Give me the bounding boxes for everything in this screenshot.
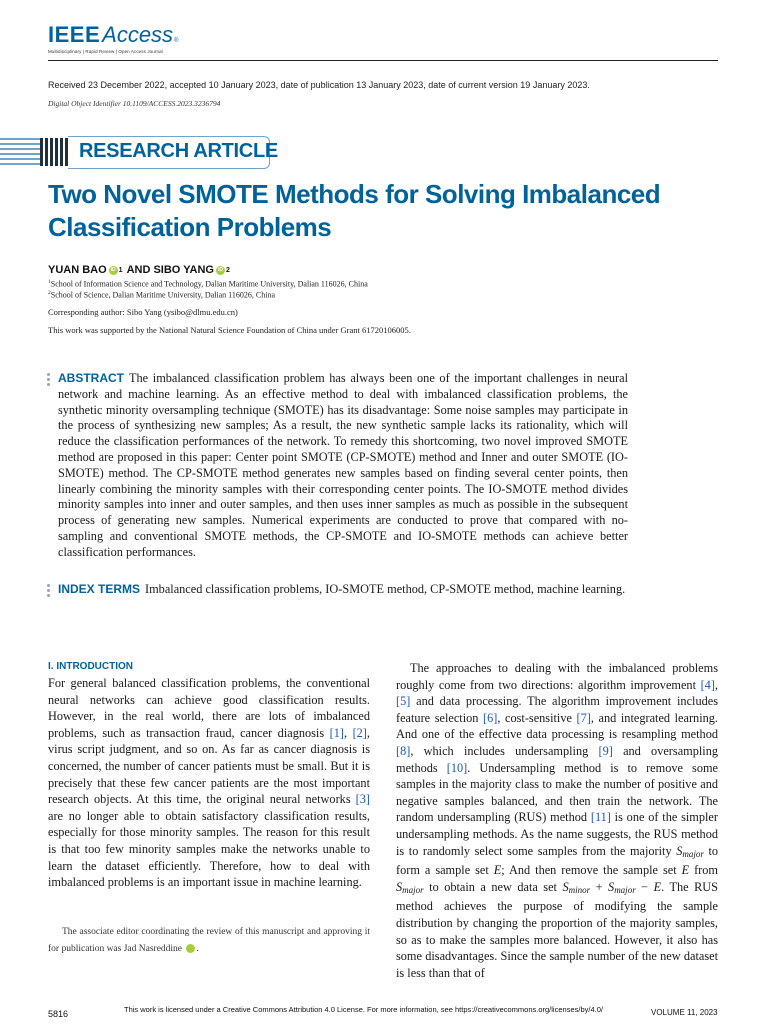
abstract-dots-icon (47, 373, 51, 388)
index-terms-dots-icon (47, 584, 51, 599)
author-1-affil-num: 1 (118, 266, 123, 274)
citation-link[interactable]: [10] (446, 760, 468, 775)
author-line (48, 264, 234, 276)
logo-tagline: Multidisciplinary | Rapid Review | Open Access Journal (48, 49, 163, 54)
orcid-icon[interactable]: iD (110, 266, 116, 273)
citation-link[interactable]: [7] (576, 710, 591, 725)
paper-title: Two Novel SMOTE Methods for Solving Imbalanced Classification Problems (48, 179, 661, 242)
header-rule (48, 60, 718, 61)
editor-footnote: The associate editor coordinating the review of this manuscript and approving it for publication was Jad Nasreddine iD. (48, 927, 370, 954)
citation-link[interactable]: [6] (483, 710, 498, 725)
citation-link[interactable]: [4] (700, 677, 715, 692)
citation-link[interactable]: [11] (590, 810, 611, 825)
orcid-icon[interactable]: iD (186, 944, 195, 953)
research-article-banner (0, 136, 278, 169)
index-terms-text: Imbalanced classification problems, IO-SMOTE method, CP-SMOTE method, machine learning. (145, 582, 626, 596)
abstract-text: The imbalanced classification problem has always been one of the important challenges in neural network and machine learning. As an effective method to deal with imbalanced classification problems, the synthetic minority oversampling technique (SMOTE) has its disadvantage: Some noise samples may participate in the process of synthesizing new samples; As a result, the new synthetic sample lacks its rationality, which will reduce the classification performances of the network. To remedy this shortcoming, two novel improved SMOTE method are proposed in this paper: Center point SMOTE (CP-SMOTE) method and Inner and outer SMOTE (IO-SMOTE) method. The CP-SMOTE method generates new samples based on finding several center points, then linearly combining the minority samples with their corresponding center points. The IO-SMOTE method divides minority samples into inner and outer samples, and then uses inner samples as much as possible in the subsequent process of generating new samples. Numerical experiments are conducted to prove that compared with no-sampling and conventional SMOTE methods, the CP-SMOTE and IO-SMOTE methods can achieve better classification performances. (58, 371, 628, 559)
banner-bars (40, 138, 68, 166)
left-column (48, 660, 370, 891)
citation-link[interactable]: [3] (355, 792, 370, 807)
logo-ieee: IEEE (48, 22, 101, 47)
intro-paragraph: For general balanced classification problems, the conventional neural networks can achieve good classification results. However, in the real world, there are lots of imbalanced problems, such as transaction fraud, cancer diagnosis [1], [2], virus script judgment, and so on. As far as cancer diagnosis is concerned, the number of cancer patients must be small. But it is precisely that these few cancer patients are the most important research objects. At this time, the original neural networks [3] are no longer able to obtain satisfactory classification results, especially for those minority samples. The reason for this result is that too few minority samples make the networks unable to learn the dataset efficiently. Therefore, how to deal with imbalanced problems is an important issue in machine learning. (48, 676, 370, 890)
license-notice: This work is licensed under a Creative Commons Attribution 4.0 License. For more information, see https://creativecommons.org/licenses/by/4.0/ (124, 1005, 603, 1014)
affiliation-1: $^1$School of Information Science and Technology, Dalian Maritime University, Dalian 116026, China (48, 279, 368, 289)
volume-label: VOLUME 11, 2023 (651, 1008, 718, 1017)
author-1: YUAN BAO (48, 264, 107, 276)
doi: Digital Object Identifier 10.1109/ACCESS.2023.3236794 (48, 99, 221, 108)
index-terms-label: INDEX TERMS (58, 582, 141, 596)
abstract-label: ABSTRACT (58, 371, 124, 385)
citation-link[interactable]: [8] (396, 743, 411, 758)
citation-link[interactable]: [1] (329, 725, 344, 740)
funding-note: This work was supported by the National Natural Science Foundation of China under Grant 61720106005. (48, 325, 411, 335)
orcid-icon[interactable]: iD (218, 266, 223, 273)
index-terms (58, 582, 628, 598)
logo-trademark: ® (174, 38, 179, 44)
received-dates: Received 23 December 2022, accepted 10 January 2023, date of publication 13 January 2023, date of current version 19 January 2023. (48, 80, 590, 90)
author-2: AND SIBO YANG (126, 264, 214, 276)
author-2-affil-num: 2 (226, 266, 230, 274)
right-column (396, 660, 718, 981)
journal-logo (48, 22, 178, 54)
affiliation-2: $^2$School of Science, Dalian Maritime University, Dalian 116026, China (48, 290, 275, 300)
abstract (58, 371, 628, 561)
banner-label: RESEARCH ARTICLE (79, 140, 278, 162)
citation-link[interactable]: [2] (352, 725, 367, 740)
corresponding-author: Corresponding author: Sibo Yang (ysibo@dlmu.edu.cn) (48, 307, 238, 317)
citation-link[interactable]: [5] (396, 694, 411, 709)
section-heading-introduction: I. INTRODUCTION (48, 661, 133, 672)
banner-stripes (0, 138, 40, 166)
logo-access: Access (102, 22, 174, 47)
body-paragraph: The approaches to dealing with the imbalanced problems roughly come from two directions: algorithm improvement [4], [5] and data processing. The algorithm improvement includes feature selection [6], cost-sensitive [7], and integrated learning. And one of the effective data processing is resampling method [8], which includes undersampling [9] and oversampling methods [10]. Undersampling method is to remove some samples in the majority class to make the number of positive and negative samples balanced, and then train the network. The random undersampling (RUS) method [11] is one of the simpler undersampling methods. As the name suggests, the RUS method is to randomly select some samples from the majority Smajor to form a sample set E; And then remove the sample set E from Smajor to obtain a new data set Sminor + Smajor − E. The RUS method achieves the purpose of modifying the sample distribution by changing the proportion of the majority samples, so as to make the samples more balanced. However, it also has some disadvantages. Since the sample number of the new dataset is less than that of (396, 661, 719, 980)
citation-link[interactable]: [9] (598, 743, 613, 758)
page-number: 5816 (48, 1009, 69, 1019)
